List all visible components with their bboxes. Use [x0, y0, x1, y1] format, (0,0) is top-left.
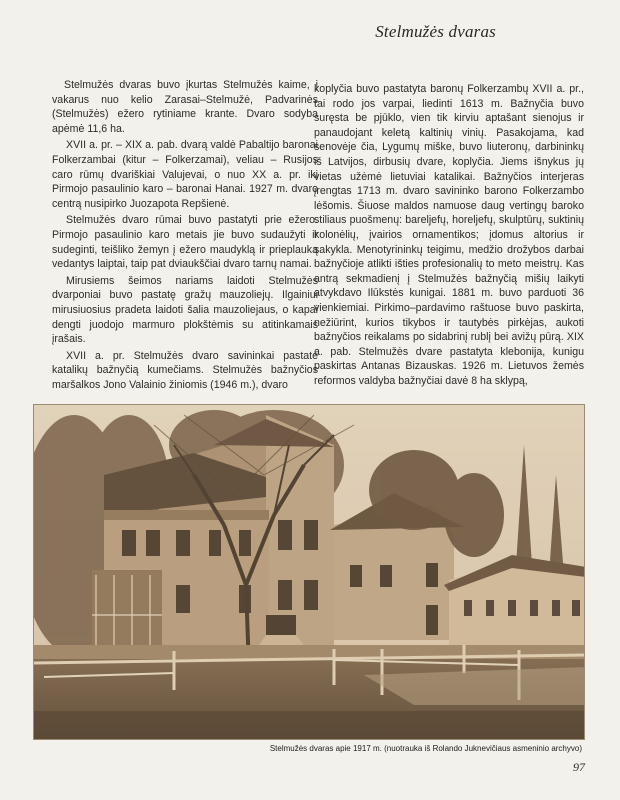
paragraph: Stelmužės dvaras buvo įkurtas Stelmužės kaime, į vakarus nuo kelio Zarasai–Stelmužė, Padvarinės (Stelmužės) ežero rytiniame krante. Dvaro sodyba apėmė 11,6 ha. — [52, 79, 318, 135]
paragraph: XVII a. pr. Stelmužės dvaro savininkai pastatė katalikų bažnyčią kumečiams. Stelmužės bažnyčios maršalkos Jono Valainio žiniomis (1946 m.), dvaro — [52, 349, 318, 391]
paragraph: Stelmužės dvaro rūmai buvo pastatyti prie ežero. Pirmojo pasaulinio karo metais jie buvo sudaužyti ir sudeginti, teišliko žemyn į ežero maudyklą ir prieplauką vedantys laiptai, taip pat dviaukščiai dvaro tarnų namai. — [52, 214, 318, 271]
page-number: 97 — [573, 760, 585, 774]
manor-photograph — [33, 404, 585, 740]
page-title: Stelmužės dvaras — [375, 22, 496, 41]
paragraph: Mirusiems šeimos nariams laidoti Stelmužės dvarponiai buvo pastatę gražų mauzoliejų. Ilgainiui mirusiuosius pradeta laidoti šalia mauzoliejaus, o kapai dengti juodojo marmuro plokštėmis su atitinkamais įrašais. — [52, 274, 318, 346]
photo-caption: Stelmužės dvaras apie 1917 m. (nuotrauka iš Rolando Juknevičiaus asmeninio archyvo) — [269, 744, 582, 753]
left-text-column — [52, 78, 318, 392]
manor-photo-illustration — [34, 405, 585, 740]
paragraph: XVII a. pr. – XIX a. pab. dvarą valdė Pabaltijo baronai Folkerzambai (kitur – Folkerzamai), veliau – Rusijos caro rūmų dvariškiai Valujevai, o nuo XX a. pr. iki Pirmojo pasaulinio karo – baronai Hanai. 1927 m. dvaro centrą nusipirko Juozapota Repšienė. — [52, 139, 318, 210]
paragraph: koplyčia buvo pastatyta baronų Folkerzambų XVII a. pr., tai rodo jos varpai, liedinti 1613 m. Bažnyčia buvo suręsta be pjūklo, vien tik kirviu aptašant sienojus ir panaudojant keletą kaltinių vinių. Pasakojama, kad senovėje čia, Lygumų miške, buvo liuteronų, darbininkų iš Latvijos, dirbusių dvare, koplyčia. Jiems išnykus jų vietas užėmė lietuviai katalikai. Bažnyčios interjeras įrengtas 1713 m. dvaro savininko barono Folkerzambo lėšomis. Šiuose maldos namuose daug vertingų baroko stiliaus puošmenų: bareljefų, horeljefų, skulptūrų, suktinių kolonėlių, įvairios ornamentikos; įdomus altorius ir sakykla. Menotyrininkų teigimu, medžio drožybos darbai bažnyčioje atlikti išties profesionalių to meto meistrų. Kas antrą sekmadienį į Stelmužės bažnyčią mišių laikyti atvykdavo Ilūkstės kunigai. 1881 m. buvo parduoti 36 vienkiemiai. Pirkimo–pardavimo raštuose buvo paskirta, nežiūrint, kurios tikybos ir tautybės pirkėjas, aukoti bažnyčios reikalams po sidabrinį rublį bei avižų pūrą. XIX a. pab. Stelmužės dvare pastatyta klebonija, kunigu paskirtas Antanas Bizauskas. 1926 m. Lietuvos žemės reformos valdyba bažnyčiai davė 8 ha sklypą, — [314, 83, 584, 387]
right-text-column — [314, 82, 584, 388]
